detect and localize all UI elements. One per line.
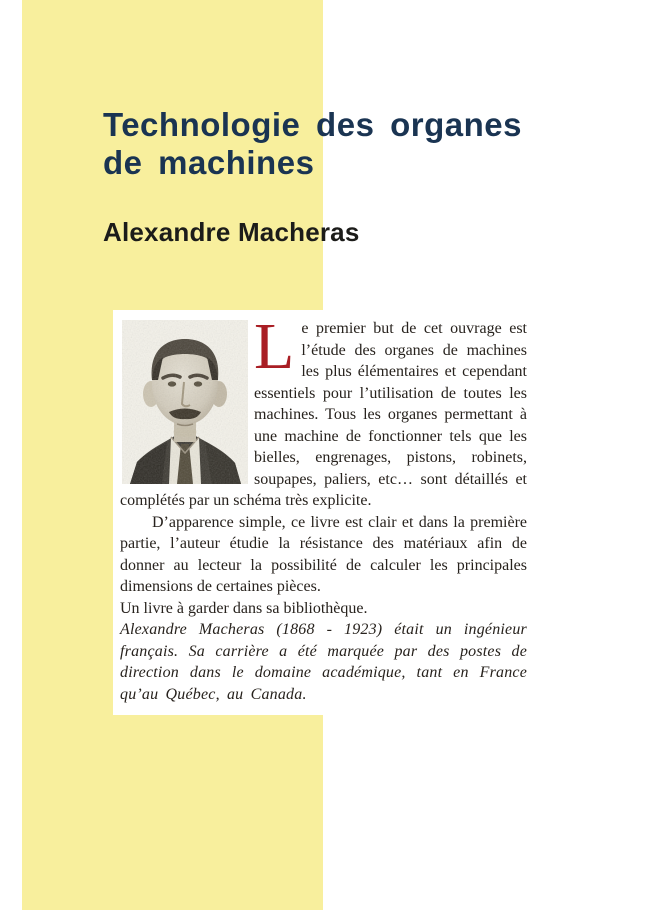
blurb-paragraph-1-text: e premier but de cet ouvrage est l’étude des organes de machines les plus élémentaires et cependant essentiels pour l’utilisation de toutes les machines. Tous les organes permettant à une machine de fonctionner tels que les bielles, engrenages, pistons, robinets, soupapes, paliers, etc… sont détaillés et complétés par un schéma très explicite. — [120, 320, 527, 509]
book-title-line1: Technologie des organes — [103, 106, 522, 143]
blurb-paragraph-3: Un livre à garder dans sa bibliothèque. — [120, 599, 368, 617]
book-title-line2: de machines — [103, 144, 315, 181]
blurb-box — [113, 310, 527, 715]
author-name: Alexandre Macheras — [103, 217, 360, 247]
book-title — [103, 106, 543, 182]
portrait-photo — [122, 320, 248, 484]
author-bio: Alexandre Macheras (1868 - 1923) était un ingénieur français. Sa carrière a été marquée par des postes de direction dans le domaine académique, tant en France qu’au Québec, au Canada. — [120, 621, 527, 703]
portrait-photo-graphic — [122, 320, 248, 484]
blurb-text — [120, 310, 527, 705]
blurb-paragraph-2: D’apparence simple, ce livre est clair et dans la première partie, l’auteur étudie la résistance des matériaux afin de donner au lecteur la possibilité de calculer les principales dimensions de certaines pièces. — [120, 513, 527, 595]
drop-cap-letter: L — [254, 310, 295, 383]
